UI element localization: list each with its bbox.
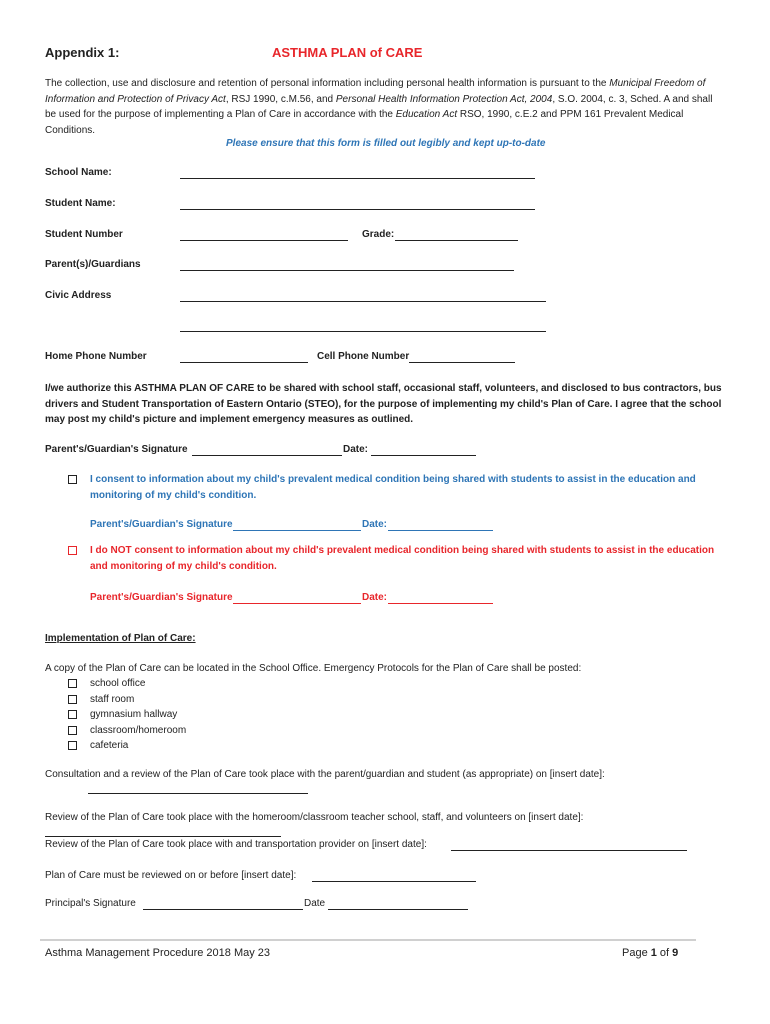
privacy-paragraph: The collection, use and disclosure and retention of personal information including personal health information is pursuant to the Municipal Freedom of Information and Protection of Privacy Act, RSJ 1990, c.M.56, and Personal Health Information Protection Act, 2004, S.O. 2004, c. 3, Sched. A and shall be used for the purpose of implementing a Plan of Care in accordance with the Education Act RSO, 1990, c.E.2 and PPM 161 Prevalent Medical Conditions. xyxy=(45,78,713,136)
consent-yes-text: I consent to information about my child's prevalent medical condition being shared with students to assist in the education and monitoring of my child's condition. xyxy=(90,474,696,501)
consultation-text: Consultation and a review of the Plan of Care took place with the parent/guardian and student (as appropriate) on [insert date]: xyxy=(45,769,605,780)
school-name-field[interactable] xyxy=(180,178,535,179)
parents-field[interactable] xyxy=(180,270,514,271)
consent-yes-date-label: Date: xyxy=(362,519,388,530)
review-teacher-date-field[interactable] xyxy=(45,836,281,837)
legibility-notice: Please ensure that this form is filled out legibly and kept up-to-date xyxy=(226,138,546,149)
cell-phone-field[interactable] xyxy=(409,362,515,363)
civic-address-label: Civic Address xyxy=(45,290,112,301)
school-name-label: School Name: xyxy=(45,167,112,178)
appendix-label: Appendix 1: xyxy=(45,45,120,60)
review-transport-date-field[interactable] xyxy=(451,850,687,851)
footer-page-number: Page 1 of 9 xyxy=(622,947,679,959)
consent-yes-signature-field[interactable] xyxy=(233,530,361,531)
civic-address-field-2[interactable] xyxy=(180,331,546,332)
parent-date-field[interactable] xyxy=(371,455,476,456)
review-by-text: Plan of Care must be reviewed on or before [insert date]: xyxy=(45,870,297,881)
consent-yes-checkbox[interactable] xyxy=(68,475,77,484)
review-teacher-text: Review of the Plan of Care took place with the homeroom/classroom teacher school, staff, and volunteers on [insert date]: xyxy=(45,812,584,823)
civic-address-field-1[interactable] xyxy=(180,301,546,302)
student-name-field[interactable] xyxy=(180,209,535,210)
consent-no-signature-field[interactable] xyxy=(233,603,361,604)
review-transport-text: Review of the Plan of Care took place with and transportation provider on [insert date]: xyxy=(45,839,427,850)
consent-no-text: I do NOT consent to information about my child's prevalent medical condition being shared with students to assist in the education and monitoring of my child's condition. xyxy=(90,545,715,572)
location-school-office: school office xyxy=(90,678,146,689)
location-checkbox-school-office[interactable] xyxy=(68,679,77,688)
consent-yes-signature-label: Parent's/Guardian's Signature xyxy=(90,519,233,530)
parent-signature-field[interactable] xyxy=(192,455,342,456)
location-gym-hallway: gymnasium hallway xyxy=(90,709,178,720)
location-classroom: classroom/homeroom xyxy=(90,725,187,736)
principal-date-label: Date xyxy=(304,898,326,909)
location-checkbox-gym-hallway[interactable] xyxy=(68,710,77,719)
consultation-date-field[interactable] xyxy=(88,793,308,794)
principal-date-field[interactable] xyxy=(328,909,468,910)
page-title: ASTHMA PLAN of CARE xyxy=(272,45,423,60)
location-text: A copy of the Plan of Care can be located in the School Office. Emergency Protocols for the Plan of Care shall be posted: xyxy=(45,663,582,674)
parent-signature-label: Parent's/Guardian's Signature xyxy=(45,444,188,455)
location-cafeteria: cafeteria xyxy=(90,740,129,751)
student-number-label: Student Number xyxy=(45,229,123,240)
cell-phone-label: Cell Phone Number xyxy=(317,351,410,362)
home-phone-label: Home Phone Number xyxy=(45,351,147,362)
student-number-field[interactable] xyxy=(180,240,348,241)
consent-no-date-field[interactable] xyxy=(388,603,493,604)
consent-yes-date-field[interactable] xyxy=(388,530,493,531)
parents-label: Parent(s)/Guardians xyxy=(45,259,141,270)
principal-signature-label: Principal's Signature xyxy=(45,898,136,909)
location-checkbox-classroom[interactable] xyxy=(68,726,77,735)
footer-procedure: Asthma Management Procedure 2018 May 23 xyxy=(45,947,271,959)
location-checkbox-staff-room[interactable] xyxy=(68,695,77,704)
location-staff-room: staff room xyxy=(90,694,135,705)
consent-no-date-label: Date: xyxy=(362,592,388,603)
footer-divider xyxy=(40,939,696,941)
parent-date-label: Date: xyxy=(343,444,369,455)
principal-signature-field[interactable] xyxy=(143,909,303,910)
grade-label: Grade: xyxy=(362,229,395,240)
location-checkbox-cafeteria[interactable] xyxy=(68,741,77,750)
authorization-paragraph: I/we authorize this ASTHMA PLAN OF CARE to be shared with school staff, occasional staff, volunteers, and disclosed to bus contractors, bus drivers and Student Transportation of Eastern Ontario (STEO), for the purpose of implementing my child's Plan of Care. I agree that the school may post my child's picture and implement emergency measures as outlined. xyxy=(45,383,722,425)
consent-no-checkbox[interactable] xyxy=(68,546,77,555)
review-by-date-field[interactable] xyxy=(312,881,476,882)
student-name-label: Student Name: xyxy=(45,198,116,209)
implementation-heading: Implementation of Plan of Care: xyxy=(45,633,196,644)
grade-field[interactable] xyxy=(395,240,518,241)
consent-no-signature-label: Parent's/Guardian's Signature xyxy=(90,592,233,603)
home-phone-field[interactable] xyxy=(180,362,308,363)
